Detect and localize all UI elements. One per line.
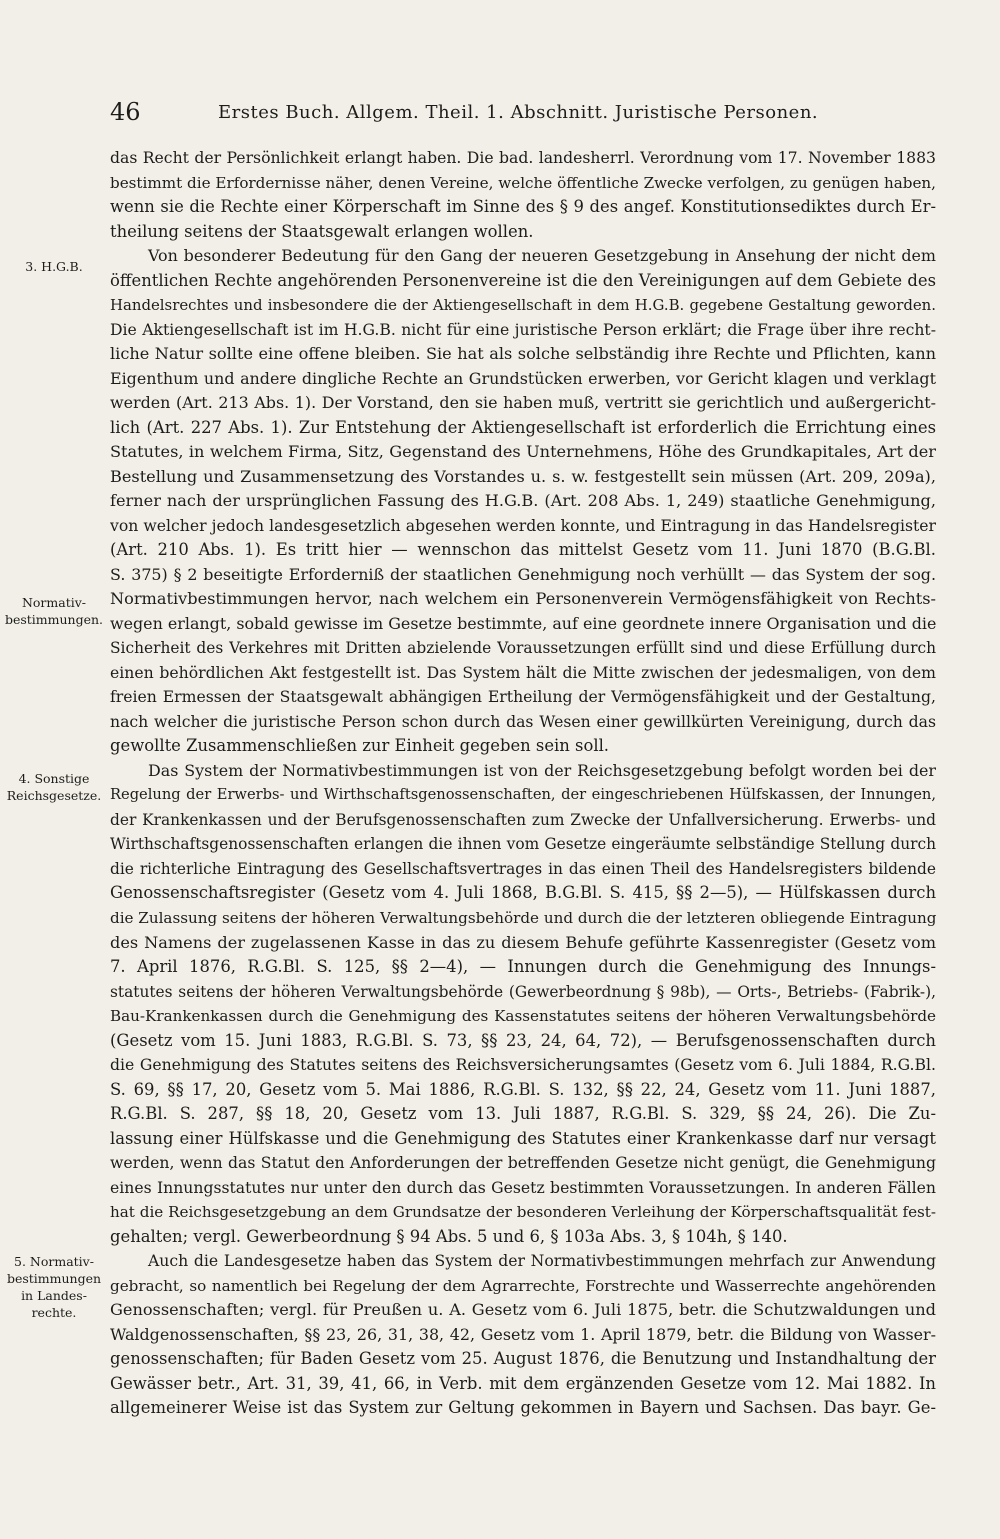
text-line: wenn sie die Rechte einer Körperschaft im Sinne des § 9 des angef. Konstitutionsediktes durch Er-: [110, 197, 936, 217]
text-line: Statutes, in welchem Firma, Sitz, Gegenstand des Unternehmens, Höhe des Grundkapitales, Art der: [110, 442, 936, 462]
margin-note: 3. H.G.B.: [25, 259, 83, 274]
page-number: 46: [110, 98, 141, 126]
text-line: Regelung der Erwerbs- und Wirthschaftsgenossenschaften, der eingeschriebenen Hülfskassen, der Innungen,: [110, 786, 936, 804]
text-line: Genossenschaftsregister (Gesetz vom 4. Juli 1868, B.G.Bl. S. 415, §§ 2—5), — Hülfskassen durch: [110, 883, 936, 903]
text-line: wegen erlangt, sobald gewisse im Gesetze bestimmte, auf eine geordnete innere Organisation und die: [110, 613, 936, 633]
text-line: der Krankenkassen und der Berufsgenossenschaften zum Zwecke der Unfallversicherung. Erwerbs- und: [110, 810, 936, 829]
text-line: genossenschaften; für Baden Gesetz vom 25. August 1876, die Benutzung und Instandhaltung der: [110, 1349, 936, 1369]
text-line: (Art. 210 Abs. 1). Es tritt hier — wennschon das mittelst Gesetz vom 11. Juni 1870 (B.G.Bl.: [110, 540, 936, 560]
text-line: werden, wenn das Statut den Anforderungen der betreffenden Gesetze nicht genügt, die Genehmigung: [110, 1153, 936, 1173]
text-line: Bestellung und Zusammensetzung des Vorstandes u. s. w. festgestellt sein müssen (Art. 209, 209a),: [110, 466, 936, 486]
text-line: einen behördlichen Akt festgestellt ist. Das System hält die Mitte zwischen der jedesmaligen, von dem: [110, 662, 936, 682]
text-line: R.G.Bl. S. 287, §§ 18, 20, Gesetz vom 13. Juli 1887, R.G.Bl. S. 329, §§ 24, 26). Die Zu-: [110, 1104, 936, 1124]
text-line: die richterliche Eintragung des Gesellschaftsvertrages in das einen Theil des Handelsregisters bildende: [110, 859, 936, 878]
text-line: Sicherheit des Verkehres mit Dritten abzielende Voraussetzungen erfüllt sind und diese Erfüllung durch: [110, 639, 936, 658]
text-line: Auch die Landesgesetze haben das System der Normativbestimmungen mehrfach zur Anwendung: [148, 1251, 936, 1271]
text-line: werden (Art. 213 Abs. 1). Der Vorstand, den sie haben muß, vertritt sie gerichtlich und außergericht-: [110, 393, 936, 413]
text-line: bestimmt die Erfordernisse näher, denen Vereine, welche öffentliche Zwecke verfolgen, zu genügen haben,: [110, 173, 936, 192]
text-line: des Namens der zugelassenen Kasse in das zu diesem Behufe geführte Kassenregister (Gesetz vom: [110, 932, 936, 952]
text-line: lassung einer Hülfskasse und die Genehmigung des Statutes einer Krankenkasse darf nur versagt: [110, 1128, 936, 1148]
margin-note: Normativ-bestimmungen.: [4, 595, 104, 627]
text-line: Die Aktiengesellschaft ist im H.G.B. nicht für eine juristische Person erklärt; die Frage über ihre recht-: [110, 319, 936, 339]
running-head: Erstes Buch. Allgem. Theil. 1. Abschnitt. Juristische Personen.: [218, 102, 819, 123]
text-line: lich (Art. 227 Abs. 1). Zur Entstehung der Aktiengesellschaft ist erforderlich die Errichtung eines: [110, 417, 936, 437]
text-line: die Genehmigung des Statutes seitens des Reichsversicherungsamtes (Gesetz vom 6. Juli 1884, R.G.Bl.: [110, 1055, 936, 1075]
text-line: (Gesetz vom 15. Juni 1883, R.G.Bl. S. 73, §§ 23, 24, 64, 72), — Berufsgenossenschaften durch: [110, 1030, 936, 1050]
text-line: Normativbestimmungen hervor, nach welchem ein Personenverein Vermögensfähigkeit von Rechts-: [110, 589, 936, 609]
text-line: 7. April 1876, R.G.Bl. S. 125, §§ 2—4), — Innungen durch die Genehmigung des Innungs-: [110, 957, 936, 977]
text-line: gewollte Zusammenschließen zur Einheit gegeben sein soll.: [110, 736, 610, 756]
text-line: Gewässer betr., Art. 31, 39, 41, 66, in Verb. mit dem ergänzenden Gesetze vom 12. Mai 1882. In: [110, 1373, 936, 1393]
text-line: liche Natur sollte eine offene bleiben. Sie hat als solche selbständig ihre Rechte und Pflichten, kann: [110, 344, 936, 364]
text-line: Handelsrechtes und insbesondere die der Aktiengesellschaft in dem H.G.B. gegebene Gestaltung geworden.: [110, 296, 936, 315]
text-line: statutes seitens der höheren Verwaltungsbehörde (Gewerbeordnung § 98b), — Orts-, Betriebs- (Fabrik-),: [110, 982, 936, 1001]
text-line: allgemeinerer Weise ist das System zur Geltung gekommen in Bayern und Sachsen. Das bayr. Ge-: [110, 1398, 936, 1418]
text-line: das Recht der Persönlichkeit erlangt haben. Die bad. landesherrl. Verordnung vom 17. November 1883: [110, 148, 936, 167]
text-line: S. 69, §§ 17, 20, Gesetz vom 5. Mai 1886, R.G.Bl. S. 132, §§ 22, 24, Gesetz vom 11. Juni 1887,: [110, 1079, 936, 1099]
text-line: eines Innungsstatutes nur unter den durch das Gesetz bestimmten Voraussetzungen. In anderen Fällen: [110, 1177, 936, 1197]
text-line: gehalten; vergl. Gewerbeordnung § 94 Abs. 5 und 6, § 103a Abs. 3, § 104h, § 140.: [110, 1226, 788, 1246]
text-line: gebracht, so namentlich bei Regelung der dem Agrarrechte, Forstrechte und Wasserrechte angehörenden: [110, 1276, 936, 1295]
text-line: Bau-Krankenkassen durch die Genehmigung des Kassenstatutes seitens der höheren Verwaltungsbehörde: [110, 1007, 936, 1026]
margin-note: 5. Normativ-bestimmungen in Landes-rechte.: [6, 1254, 102, 1320]
text-line: ferner nach der ursprünglichen Fassung des H.G.B. (Art. 208 Abs. 1, 249) staatliche Genehmigung,: [110, 491, 936, 511]
text-line: die Zulassung seitens der höheren Verwaltungsbehörde und durch die der letzteren obliegende Eintragung: [110, 908, 936, 927]
text-line: öffentlichen Rechte angehörenden Personenvereine ist die den Vereinigungen auf dem Gebiete des: [110, 270, 936, 290]
text-line: Das System der Normativbestimmungen ist von der Reichsgesetzgebung befolgt worden bei der: [148, 760, 936, 780]
text-line: Von besonderer Bedeutung für den Gang der neueren Gesetzgebung in Ansehung der nicht dem: [148, 246, 936, 266]
text-line: Wirthschaftsgenossenschaften erlangen die ihnen vom Gesetze eingeräumte selbständige Stellung durch: [110, 835, 936, 854]
body-text: [110, 146, 936, 1421]
text-line: hat die Reichsgesetzgebung an dem Grundsatze der besonderen Verleihung der Körperschaftsqualität fest-: [110, 1203, 936, 1222]
text-line: S. 375) § 2 beseitigte Erforderniß der staatlichen Genehmigung noch verhüllt — das System der sog.: [110, 564, 936, 584]
text-line: Waldgenossenschaften, §§ 23, 26, 31, 38, 42, Gesetz vom 1. April 1879, betr. die Bildung von Wasser-: [110, 1324, 936, 1344]
text-line: Eigenthum und andere dingliche Rechte an Grundstücken erwerben, vor Gericht klagen und verklagt: [110, 368, 936, 388]
text-line: Genossenschaften; vergl. für Preußen u. A. Gesetz vom 6. Juli 1875, betr. die Schutzwaldungen und: [110, 1300, 936, 1320]
margin-note: 4. Sonstige Reichsgesetze.: [6, 771, 102, 803]
text-line: freien Ermessen der Staatsgewalt abhängigen Ertheilung der Vermögensfähigkeit und der Gestaltung,: [110, 687, 936, 707]
text-line: theilung seitens der Staatsgewalt erlangen wollen.: [110, 221, 534, 241]
text-line: nach welcher die juristische Person schon durch das Wesen einer gewillkürten Vereinigung, durch das: [110, 711, 936, 731]
text-line: von welcher jedoch landesgesetzlich abgesehen werden konnte, und Eintragung in das Handelsregister: [110, 515, 936, 535]
